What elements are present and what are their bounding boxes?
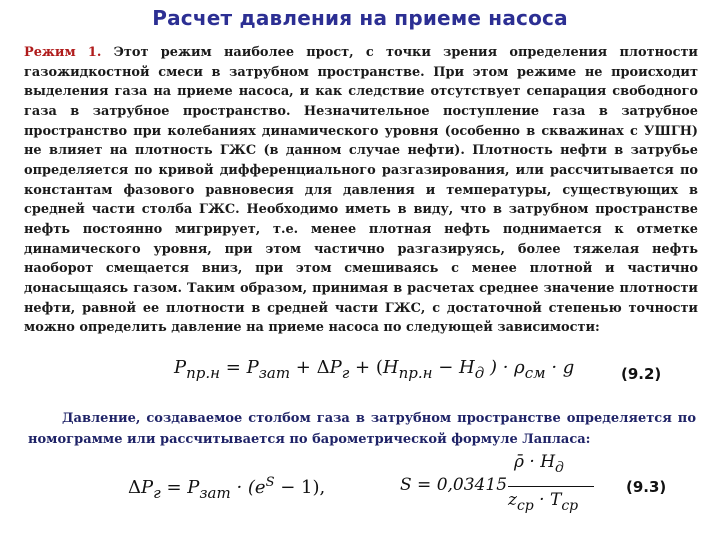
f92-sub-h2: д [474, 364, 485, 382]
laplace-paragraph: Давление, создаваемое столбом газа в затрубном пространстве определяется по номограмме или рассчитывается по барометрической формуле Лапласа: [28, 411, 696, 447]
f92-plus2: + ( [349, 357, 383, 378]
f92-eq: = [220, 357, 247, 378]
f92-h2: H [459, 357, 475, 378]
f92-sub-g: г [341, 364, 350, 382]
f93-end: − 1), [274, 477, 326, 498]
f92-sub-lhs: пр.н [186, 364, 221, 382]
f93-coef: = 0,03415 [411, 475, 508, 495]
fraction-line [508, 486, 594, 487]
f93-p2: P [187, 477, 200, 498]
mode-label: Режим 1. [24, 45, 102, 60]
f92-close: ) · ρ [484, 357, 525, 378]
f93-sup: S [265, 475, 275, 490]
equation-number-9-2: (9.2) [621, 365, 662, 383]
mode-1-paragraph [24, 43, 698, 338]
formula-9-3-numerator [514, 452, 564, 476]
f93-s: S [400, 475, 412, 495]
f93-mid: · (e [230, 477, 266, 498]
formula-9-2 [174, 357, 574, 382]
formula-9-3-s [400, 475, 507, 495]
f93-eq: = [160, 477, 188, 498]
f93-den-dot: · T [533, 490, 562, 510]
f93-num-dot: · H [524, 452, 556, 472]
f93-p: P [141, 477, 154, 498]
f92-minus: − [432, 357, 460, 378]
f92-tail: · g [545, 357, 575, 378]
f93-den-sub1: ср [516, 498, 534, 514]
f93-den-z: z [508, 490, 517, 510]
f92-sub-zat: зат [258, 364, 291, 382]
f93-num-sub: д [555, 460, 564, 476]
f92-p-lhs: P [174, 357, 187, 378]
formula-9-3-denominator [508, 490, 578, 514]
f93-sub-zat: зат [199, 484, 231, 502]
f92-sub-h1: пр.н [398, 364, 433, 382]
f92-sub-rho: см [524, 364, 546, 382]
f93-den-sub2: ср [561, 498, 579, 514]
f93-sub-g: г [153, 484, 161, 502]
f92-plus1: + Δ [290, 357, 330, 378]
mode-1-text: Этот режим наиболее прост, с точки зрения определения плотности газожидкостной смеси в затрубном пространстве. При этом режиме не происходит выделения газа на приеме насоса, и как следствие отсутствует сепарация свободного газа в затрубное пространство. Незначительное поступление газа в затрубное пространство при колебаниях динамического уровня (особенно в скважинах с УШГН) не влияет на плотность ГЖС (в данном случае нефти). Плотность нефти в затрубье определяется по кривой дифференциального разгазирования, или рассчитывается по константам фазового равновесия для давления и температуры, существующих в средней части столба ГЖС. Необходимо иметь в виду, что в затрубном пространстве нефть постоянно мигрирует, т.е. менее плотная нефть поднимается к отметке динамического уровня, при этом частично разгазируясь, более тяжелая нефть наоборот смещается вниз, при этом смешиваясь с менее плотной и частично донасыщаясь газом. Таким образом, принимая в расчетах среднее значение плотности нефти, равной ее плотности в средней части ГЖС, с достаточной степенью точности можно определить давление на приеме насоса по следующей зависимости: [24, 45, 698, 336]
page-title: Расчет давления на приеме насоса [152, 6, 568, 30]
f93-num-rho: ρ̄ [514, 452, 524, 472]
formula-9-3-left [128, 475, 325, 502]
f92-p-zat: P [246, 357, 259, 378]
f92-p-g: P [329, 357, 342, 378]
equation-number-9-3: (9.3) [626, 478, 667, 496]
f93-delta: Δ [128, 477, 141, 498]
f92-h1: H [382, 357, 399, 378]
